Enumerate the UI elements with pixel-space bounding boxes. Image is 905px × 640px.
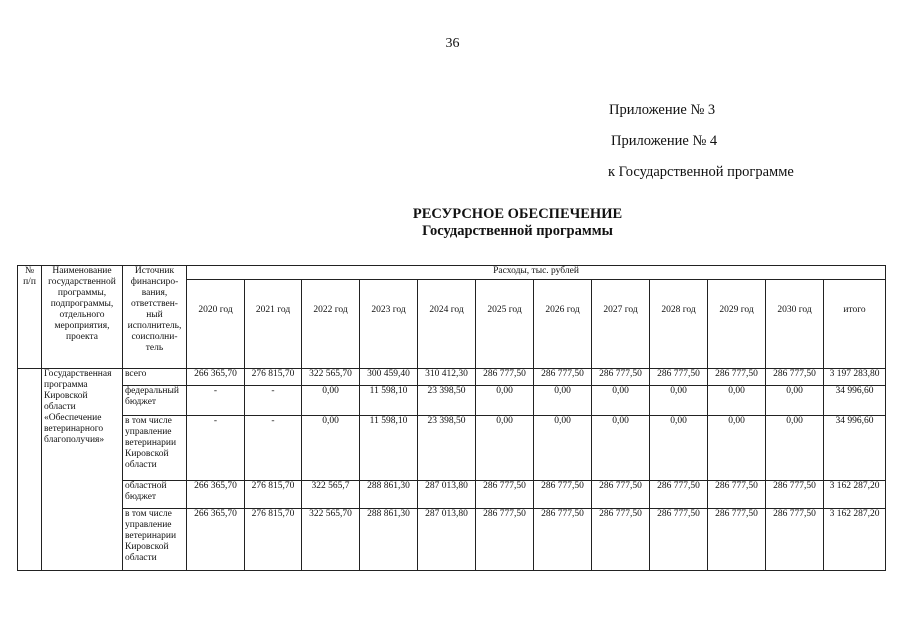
value-cell: 0,00 — [766, 416, 824, 481]
header-year-2028: 2028 год — [650, 280, 708, 369]
value-cell: 286 777,50 — [650, 481, 708, 509]
value-cell: 0,00 — [534, 386, 592, 416]
value-cell: 286 777,50 — [476, 509, 534, 571]
program-name: Государственная программа Кировской области «Обеспечение ветеринарного благополучия» — [42, 369, 123, 571]
header-year-2023: 2023 год — [360, 280, 418, 369]
value-cell: 286 777,50 — [592, 509, 650, 571]
header-source: Источник финансиро-вания, ответствен-ный исполнитель, соисполни-тель — [123, 266, 187, 369]
source-cell: федеральный бюджет — [123, 386, 187, 416]
header-number: № п/п — [18, 266, 42, 369]
value-cell: 266 365,70 — [187, 509, 245, 571]
value-cell: 286 777,50 — [766, 509, 824, 571]
value-cell: 0,00 — [766, 386, 824, 416]
value-cell: 0,00 — [650, 416, 708, 481]
value-cell: 286 777,50 — [534, 481, 592, 509]
header-year-2027: 2027 год — [592, 280, 650, 369]
row-number-cell — [18, 369, 42, 571]
value-cell: - — [187, 386, 245, 416]
value-cell: 300 459,40 — [360, 369, 418, 386]
header-total: итого — [824, 280, 886, 369]
total-cell: 3 197 283,80 — [824, 369, 886, 386]
value-cell: 286 777,50 — [766, 369, 824, 386]
value-cell: 322 565,70 — [302, 369, 360, 386]
value-cell: 286 777,50 — [650, 369, 708, 386]
title-line-1: РЕСУРСНОЕ ОБЕСПЕЧЕНИЕ — [412, 206, 623, 222]
value-cell: 276 815,70 — [245, 369, 302, 386]
source-cell: областной бюджет — [123, 481, 187, 509]
value-cell: 11 598,10 — [360, 416, 418, 481]
value-cell: 11 598,10 — [360, 386, 418, 416]
value-cell: 286 777,50 — [650, 509, 708, 571]
header-year-2030: 2030 год — [766, 280, 824, 369]
value-cell: 266 365,70 — [187, 481, 245, 509]
value-cell: 0,00 — [302, 386, 360, 416]
value-cell: 286 777,50 — [708, 369, 766, 386]
value-cell: 0,00 — [650, 386, 708, 416]
table-row — [18, 416, 886, 481]
value-cell: 0,00 — [708, 386, 766, 416]
value-cell: 286 777,50 — [592, 481, 650, 509]
table-row — [18, 369, 886, 386]
value-cell: 286 777,50 — [708, 481, 766, 509]
page-number: 36 — [445, 36, 460, 51]
header-year-2029: 2029 год — [708, 280, 766, 369]
table-row — [18, 509, 886, 571]
header-expenses: Расходы, тыс. рублей — [187, 266, 886, 280]
total-cell: 3 162 287,20 — [824, 509, 886, 571]
value-cell: 0,00 — [476, 416, 534, 481]
value-cell: 276 815,70 — [245, 481, 302, 509]
value-cell: 286 777,50 — [708, 509, 766, 571]
value-cell: 0,00 — [534, 416, 592, 481]
header-year-2022: 2022 год — [302, 280, 360, 369]
header-name: Наименование государственной программы, подпрограммы, отдельного мероприятия, проекта — [42, 266, 123, 369]
header-year-2021: 2021 год — [245, 280, 302, 369]
table-row — [18, 386, 886, 416]
value-cell: - — [187, 416, 245, 481]
appendix-line-2: Приложение № 4 — [611, 133, 718, 149]
value-cell: 286 777,50 — [534, 369, 592, 386]
value-cell: 286 777,50 — [534, 509, 592, 571]
value-cell: 276 815,70 — [245, 509, 302, 571]
value-cell: 23 398,50 — [418, 416, 476, 481]
value-cell: 266 365,70 — [187, 369, 245, 386]
value-cell: 322 565,70 — [302, 509, 360, 571]
header-year-2024: 2024 год — [418, 280, 476, 369]
value-cell: 0,00 — [708, 416, 766, 481]
header-year-2020: 2020 год — [187, 280, 245, 369]
source-cell: в том числе управление ветеринарии Кировской области — [123, 509, 187, 571]
title-line-2: Государственной программы — [422, 223, 613, 239]
appendix-line-1: Приложение № 3 — [609, 102, 716, 118]
value-cell: 287 013,80 — [418, 481, 476, 509]
value-cell: 286 777,50 — [592, 369, 650, 386]
value-cell: 288 861,30 — [360, 509, 418, 571]
resource-table — [17, 265, 886, 571]
value-cell: - — [245, 416, 302, 481]
total-cell: 34 996,60 — [824, 416, 886, 481]
value-cell: 0,00 — [592, 416, 650, 481]
value-cell: 287 013,80 — [418, 509, 476, 571]
value-cell: 288 861,30 — [360, 481, 418, 509]
value-cell: 0,00 — [476, 386, 534, 416]
appendix-line-3: к Государственной программе — [608, 164, 794, 180]
value-cell: 0,00 — [592, 386, 650, 416]
value-cell: 286 777,50 — [476, 369, 534, 386]
value-cell: 23 398,50 — [418, 386, 476, 416]
total-cell: 3 162 287,20 — [824, 481, 886, 509]
value-cell: 310 412,30 — [418, 369, 476, 386]
header-year-2025: 2025 год — [476, 280, 534, 369]
value-cell: 286 777,50 — [476, 481, 534, 509]
source-cell: в том числе управление ветеринарии Кировской области — [123, 416, 187, 481]
document-title — [0, 206, 905, 240]
table-row — [18, 481, 886, 509]
value-cell: 286 777,50 — [766, 481, 824, 509]
value-cell: 0,00 — [302, 416, 360, 481]
value-cell: 322 565,7 — [302, 481, 360, 509]
value-cell: - — [245, 386, 302, 416]
source-cell: всего — [123, 369, 187, 386]
total-cell: 34 996,60 — [824, 386, 886, 416]
header-year-2026: 2026 год — [534, 280, 592, 369]
